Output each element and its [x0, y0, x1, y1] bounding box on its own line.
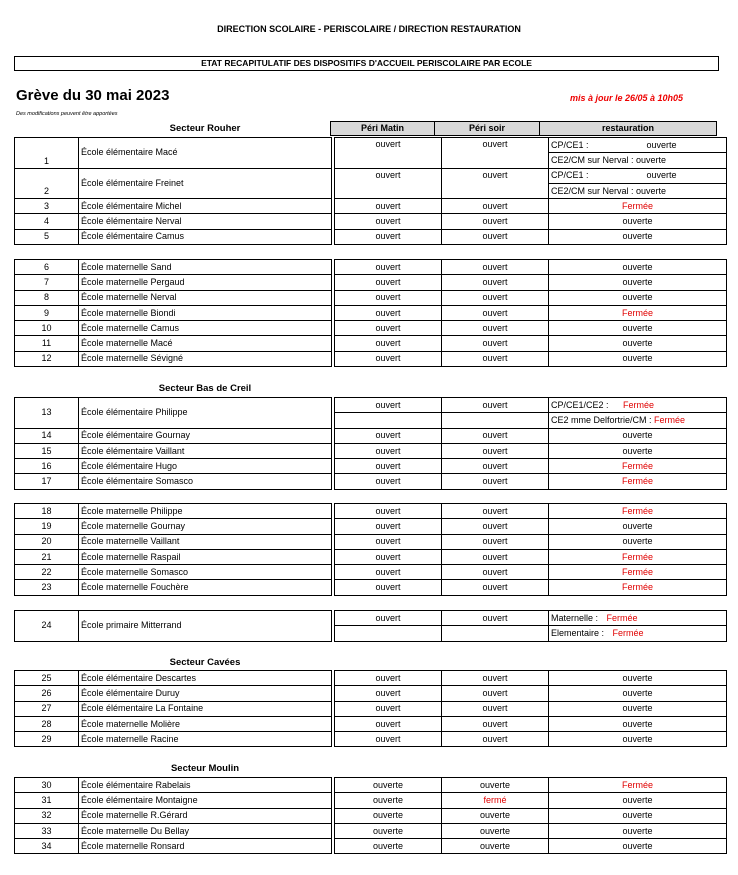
peri-matin-status: ouvert	[335, 351, 442, 366]
restauration-status	[549, 398, 727, 413]
row-number: 14	[15, 428, 79, 443]
peri-soir-status: ouvert	[442, 443, 549, 458]
school-name: École élémentaire Macé	[79, 138, 332, 169]
table-row	[15, 275, 727, 290]
school-name: École élémentaire Rabelais	[79, 778, 332, 793]
table-row	[15, 428, 727, 443]
row-number: 16	[15, 459, 79, 474]
restauration-status	[549, 626, 727, 641]
peri-soir-status: ouvert	[442, 519, 549, 534]
peri-matin-status: ouvert	[335, 138, 442, 169]
table-row	[15, 260, 727, 275]
peri-matin-status: ouverte	[335, 778, 442, 793]
restauration-status	[549, 413, 727, 428]
school-name: École élémentaire Gournay	[79, 428, 332, 443]
peri-matin-status: ouvert	[335, 428, 442, 443]
peri-soir-status: ouverte	[442, 823, 549, 838]
restauration-status: ouverte	[549, 701, 727, 716]
restauration-status: Fermée	[549, 504, 727, 519]
peri-soir-empty	[442, 413, 549, 428]
rest-value: ouverte	[646, 170, 677, 181]
row-number: 31	[15, 793, 79, 808]
row-number: 13	[15, 398, 79, 429]
peri-soir-status: ouvert	[442, 229, 549, 244]
table-bas-creil-elem	[14, 397, 727, 490]
table-row	[15, 199, 727, 214]
table-row	[15, 686, 727, 701]
table-row	[15, 611, 727, 626]
row-number: 24	[15, 611, 79, 642]
restauration-status: Fermée	[549, 565, 727, 580]
restauration-status: ouverte	[549, 351, 727, 366]
table-row	[15, 168, 727, 183]
restauration-status: ouverte	[549, 808, 727, 823]
row-number: 2	[15, 168, 79, 199]
peri-soir-status: ouvert	[442, 428, 549, 443]
row-number: 21	[15, 549, 79, 564]
restauration-status: ouverte	[549, 793, 727, 808]
peri-soir-status: ouverte	[442, 808, 549, 823]
table-row	[15, 321, 727, 336]
row-number: 12	[15, 351, 79, 366]
table-row	[15, 398, 727, 413]
restauration-status: ouverte	[549, 839, 727, 854]
peri-soir-empty	[442, 626, 549, 641]
rest-value: Fermée	[623, 399, 655, 410]
peri-matin-empty	[335, 626, 442, 641]
restauration-status: ouverte	[549, 428, 727, 443]
table-row	[15, 534, 727, 549]
row-number: 17	[15, 474, 79, 489]
table-rouher-elem	[14, 137, 727, 245]
peri-soir-status: ouvert	[442, 138, 549, 169]
restauration-status: ouverte	[549, 671, 727, 686]
table-row	[15, 336, 727, 351]
row-number: 18	[15, 504, 79, 519]
peri-soir-status: ouvert	[442, 716, 549, 731]
school-name: École maternelle Fouchère	[79, 580, 332, 595]
disclaimer-note: Des modifications peuvent être apportées	[16, 111, 118, 117]
table-bas-creil-mat	[14, 503, 727, 596]
school-name: École maternelle Pergaud	[79, 275, 332, 290]
row-number: 25	[15, 671, 79, 686]
header-etat: ETAT RECAPITULATIF DES DISPOSITIFS D'ACCUEIL PERISCOLAIRE PAR ECOLE	[14, 56, 719, 71]
peri-matin-empty	[335, 413, 442, 428]
peri-matin-status: ouvert	[335, 459, 442, 474]
peri-matin-status: ouverte	[335, 823, 442, 838]
school-name: École élémentaire Nerval	[79, 214, 332, 229]
table-row	[15, 701, 727, 716]
table-row	[15, 808, 727, 823]
restauration-status: ouverte	[549, 716, 727, 731]
peri-soir-status: ouvert	[442, 199, 549, 214]
peri-matin-status: ouverte	[335, 839, 442, 854]
row-number: 30	[15, 778, 79, 793]
school-name: École maternelle Gournay	[79, 519, 332, 534]
peri-soir-status: ouvert	[442, 260, 549, 275]
peri-matin-status: ouvert	[335, 701, 442, 716]
update-timestamp: mis à jour le 26/05 à 10h05	[570, 93, 684, 103]
school-name: École maternelle Ronsard	[79, 839, 332, 854]
row-number: 1	[15, 138, 79, 169]
rest-value: Fermée	[654, 414, 686, 425]
row-number: 6	[15, 260, 79, 275]
row-number: 28	[15, 716, 79, 731]
school-name: École élémentaire Montaigne	[79, 793, 332, 808]
peri-soir-status: ouvert	[442, 275, 549, 290]
peri-soir-status: ouverte	[442, 778, 549, 793]
peri-matin-status: ouvert	[335, 275, 442, 290]
peri-soir-status: ouvert	[442, 459, 549, 474]
peri-soir-status: ouvert	[442, 701, 549, 716]
peri-matin-status: ouvert	[335, 534, 442, 549]
page-title: Grève du 30 mai 2023	[16, 87, 170, 104]
sector-rouher-title: Secteur Rouher	[169, 123, 241, 134]
row-number: 15	[15, 443, 79, 458]
table-row	[15, 504, 727, 519]
table-row	[15, 839, 727, 854]
table-row	[15, 580, 727, 595]
rest-label: Elementaire :	[551, 627, 605, 638]
restauration-status: ouverte	[549, 260, 727, 275]
restauration-status: ouverte	[549, 823, 727, 838]
peri-matin-status: ouvert	[335, 671, 442, 686]
school-name: École maternelle Biondi	[79, 305, 332, 320]
peri-soir-status: ouvert	[442, 549, 549, 564]
school-name: École maternelle Molière	[79, 716, 332, 731]
table-row	[15, 305, 727, 320]
restauration-status: Fermée	[549, 459, 727, 474]
peri-soir-status: ouverte	[442, 839, 549, 854]
peri-matin-status: ouvert	[335, 732, 442, 747]
peri-matin-status: ouvert	[335, 168, 442, 199]
table-row	[15, 474, 727, 489]
restauration-status: Fermée	[549, 580, 727, 595]
school-name: École élémentaire Vaillant	[79, 443, 332, 458]
peri-matin-status: ouvert	[335, 214, 442, 229]
school-name: École maternelle Camus	[79, 321, 332, 336]
school-name: École maternelle R.Gérard	[79, 808, 332, 823]
table-cavees	[14, 670, 727, 747]
school-name: École maternelle Vaillant	[79, 534, 332, 549]
school-name: École maternelle Sand	[79, 260, 332, 275]
school-name: École maternelle Racine	[79, 732, 332, 747]
table-row	[15, 793, 727, 808]
peri-matin-status: ouvert	[335, 305, 442, 320]
peri-matin-status: ouvert	[335, 504, 442, 519]
row-number: 26	[15, 686, 79, 701]
peri-matin-status: ouvert	[335, 290, 442, 305]
peri-soir-status: ouvert	[442, 336, 549, 351]
peri-matin-status: ouvert	[335, 321, 442, 336]
table-row	[15, 732, 727, 747]
peri-soir-status: ouvert	[442, 290, 549, 305]
rest-label: CP/CE1/CE2 :	[551, 399, 609, 410]
school-name: École maternelle Macé	[79, 336, 332, 351]
school-name: École élémentaire Hugo	[79, 459, 332, 474]
table-row	[15, 290, 727, 305]
restauration-status: CE2/CM sur Nerval : ouverte	[549, 153, 727, 168]
col-peri-soir: Péri soir	[435, 122, 540, 136]
sector-cavees-title: Secteur Cavées	[169, 657, 241, 668]
school-name: École élémentaire Philippe	[79, 398, 332, 429]
peri-soir-status: fermé	[442, 793, 549, 808]
restauration-status: ouverte	[549, 336, 727, 351]
peri-matin-status: ouvert	[335, 398, 442, 413]
table-row	[15, 214, 727, 229]
rest-value: Fermée	[606, 612, 638, 623]
restauration-status: ouverte	[549, 443, 727, 458]
peri-matin-status: ouvert	[335, 199, 442, 214]
restauration-status: ouverte	[549, 732, 727, 747]
school-name: École élémentaire Michel	[79, 199, 332, 214]
school-name: École élémentaire Duruy	[79, 686, 332, 701]
row-number: 10	[15, 321, 79, 336]
restauration-status: ouverte	[549, 275, 727, 290]
restauration-status: ouverte	[549, 321, 727, 336]
peri-matin-status: ouvert	[335, 716, 442, 731]
peri-soir-status: ouvert	[442, 611, 549, 626]
row-number: 20	[15, 534, 79, 549]
peri-soir-status: ouvert	[442, 398, 549, 413]
peri-matin-status: ouvert	[335, 549, 442, 564]
school-name: École primaire Mitterrand	[79, 611, 332, 642]
peri-matin-status: ouvert	[335, 260, 442, 275]
restauration-status	[549, 168, 727, 183]
school-name: École élémentaire Camus	[79, 229, 332, 244]
row-number: 34	[15, 839, 79, 854]
peri-soir-status: ouvert	[442, 504, 549, 519]
restauration-status: Fermée	[549, 549, 727, 564]
school-name: École maternelle Sévigné	[79, 351, 332, 366]
restauration-status: ouverte	[549, 229, 727, 244]
peri-soir-status: ouvert	[442, 580, 549, 595]
restauration-status: ouverte	[549, 686, 727, 701]
restauration-status	[549, 611, 727, 626]
peri-soir-status: ouvert	[442, 214, 549, 229]
peri-soir-status: ouvert	[442, 168, 549, 199]
col-peri-matin: Péri Matin	[331, 122, 435, 136]
row-number: 8	[15, 290, 79, 305]
peri-soir-status: ouvert	[442, 671, 549, 686]
table-row	[15, 823, 727, 838]
peri-soir-status: ouvert	[442, 474, 549, 489]
table-mitterrand	[14, 610, 727, 642]
rest-label: CP/CE1 :	[551, 139, 589, 150]
table-rouher-mat	[14, 259, 727, 367]
table-row	[15, 565, 727, 580]
peri-matin-status: ouverte	[335, 793, 442, 808]
rest-label: Maternelle :	[551, 612, 599, 623]
peri-soir-status: ouvert	[442, 351, 549, 366]
row-number: 27	[15, 701, 79, 716]
row-number: 5	[15, 229, 79, 244]
peri-matin-status: ouvert	[335, 336, 442, 351]
sector-moulin-title: Secteur Moulin	[170, 763, 240, 774]
rest-label: CP/CE1 :	[551, 170, 589, 181]
header-direction: DIRECTION SCOLAIRE - PERISCOLAIRE / DIRECTION RESTAURATION	[217, 24, 521, 34]
rest-value: ouverte	[646, 139, 677, 150]
restauration-status: Fermée	[549, 778, 727, 793]
peri-soir-status: ouvert	[442, 321, 549, 336]
peri-soir-status: ouvert	[442, 686, 549, 701]
rest-value: Fermée	[612, 627, 644, 638]
school-name: École maternelle Nerval	[79, 290, 332, 305]
peri-matin-status: ouvert	[335, 580, 442, 595]
row-number: 7	[15, 275, 79, 290]
peri-matin-status: ouvert	[335, 519, 442, 534]
restauration-status	[549, 138, 727, 153]
school-name: École élémentaire Freinet	[79, 168, 332, 199]
peri-matin-status: ouvert	[335, 229, 442, 244]
restauration-status: CE2/CM sur Nerval : ouverte	[549, 183, 727, 198]
school-name: École élémentaire Descartes	[79, 671, 332, 686]
peri-matin-status: ouvert	[335, 686, 442, 701]
peri-soir-status: ouvert	[442, 565, 549, 580]
table-moulin	[14, 777, 727, 854]
table-row	[15, 443, 727, 458]
row-number: 32	[15, 808, 79, 823]
peri-matin-status: ouverte	[335, 808, 442, 823]
sector-bas-de-creil-title: Secteur Bas de Creil	[158, 383, 252, 394]
table-row	[15, 138, 727, 153]
school-name: École élémentaire La Fontaine	[79, 701, 332, 716]
peri-matin-status: ouvert	[335, 474, 442, 489]
table-row	[15, 351, 727, 366]
table-row	[15, 459, 727, 474]
table-row	[15, 549, 727, 564]
row-number: 3	[15, 199, 79, 214]
restauration-status: ouverte	[549, 290, 727, 305]
peri-matin-status: ouvert	[335, 565, 442, 580]
peri-soir-status: ouvert	[442, 534, 549, 549]
table-row	[15, 671, 727, 686]
table-row	[15, 229, 727, 244]
school-name: École maternelle Raspail	[79, 549, 332, 564]
row-number: 9	[15, 305, 79, 320]
restauration-status: Fermée	[549, 474, 727, 489]
rest-label: CE2 mme Delfortrie/CM :	[551, 414, 652, 425]
peri-soir-status: ouvert	[442, 305, 549, 320]
col-restauration: restauration	[540, 122, 717, 136]
restauration-status: Fermée	[549, 305, 727, 320]
row-number: 22	[15, 565, 79, 580]
peri-soir-status: ouvert	[442, 732, 549, 747]
school-name: École maternelle Philippe	[79, 504, 332, 519]
restauration-status: ouverte	[549, 519, 727, 534]
peri-matin-status: ouvert	[335, 611, 442, 626]
peri-matin-status: ouvert	[335, 443, 442, 458]
restauration-status: Fermée	[549, 199, 727, 214]
row-number: 19	[15, 519, 79, 534]
row-number: 11	[15, 336, 79, 351]
restauration-status: ouverte	[549, 534, 727, 549]
row-number: 4	[15, 214, 79, 229]
school-name: École élémentaire Somasco	[79, 474, 332, 489]
table-row	[15, 519, 727, 534]
table-row	[15, 778, 727, 793]
row-number: 29	[15, 732, 79, 747]
school-name: École maternelle Du Bellay	[79, 823, 332, 838]
row-number: 23	[15, 580, 79, 595]
restauration-status: ouverte	[549, 214, 727, 229]
table-row	[15, 716, 727, 731]
column-headers	[330, 121, 717, 136]
school-name: École maternelle Somasco	[79, 565, 332, 580]
row-number: 33	[15, 823, 79, 838]
